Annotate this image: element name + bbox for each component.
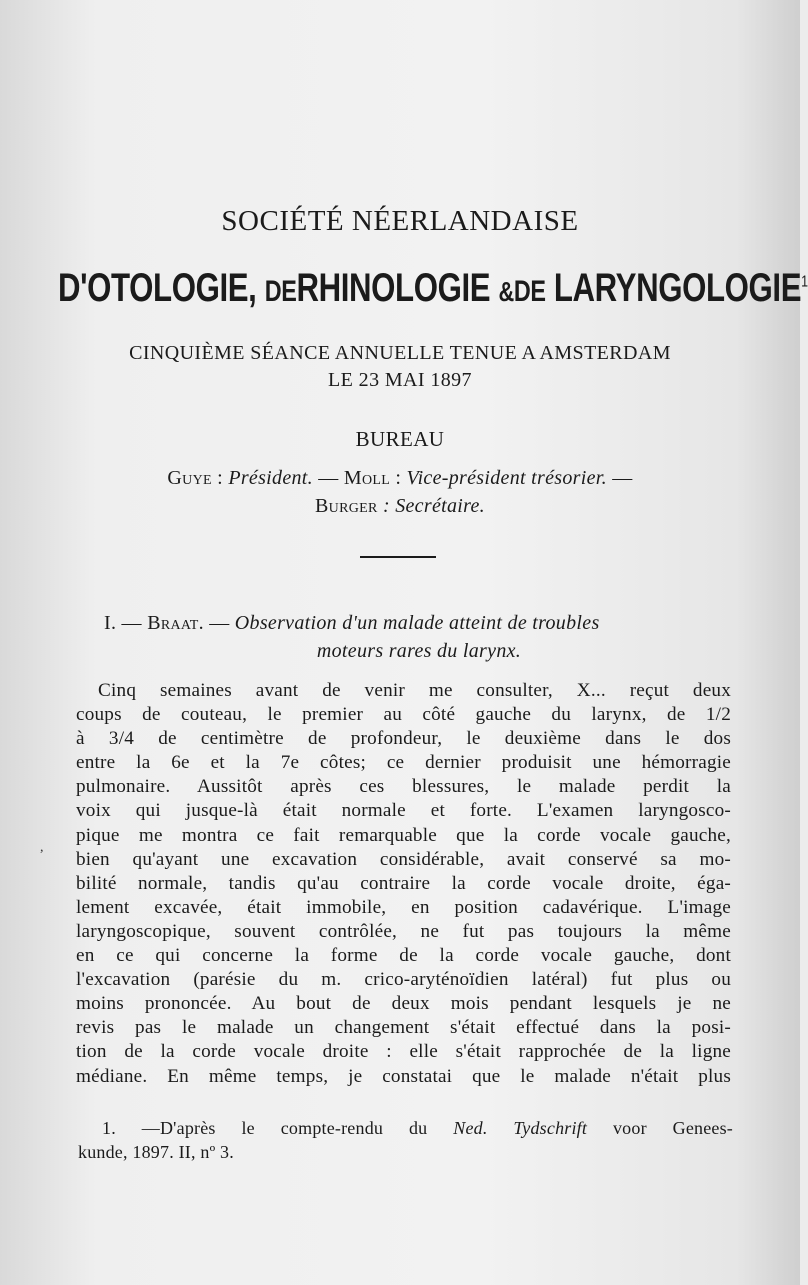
body-line: bien qu'ayant une excavation considérable, avait conservé sa mo- — [76, 848, 731, 870]
member-burger-role: Secrétaire. — [395, 495, 485, 517]
member-moll-name: Moll — [343, 467, 391, 489]
body-line: tion de la corde vocale droite : elle s'était rapprochée de la ligne — [76, 1041, 731, 1063]
footnote-journal-b: Tydschrift — [513, 1118, 588, 1138]
body-paragraph — [76, 679, 731, 1089]
body-line: entre la 6e et la 7e côtes; ce dernier produisit une hémorragie — [76, 752, 731, 774]
footnote-marker: 1. — — [102, 1118, 160, 1138]
body-line: moins prononcée. Au bout de deux mois pendant lesquels je ne — [76, 993, 731, 1015]
body-line: voix qui jusque-là était normale et forte. L'examen laryngosco- — [76, 800, 731, 822]
body-line: pique me montra ce fait remarquable que la corde vocale gauche, — [76, 824, 731, 846]
bureau-line-2: Burger : Secrétaire. — [315, 495, 485, 517]
body-line: Cinq semaines avant de venir me consulter, X... reçut deux — [98, 680, 731, 701]
body-line: à 3/4 de centimètre de profondeur, le deuxième dans le dos — [76, 728, 731, 750]
member-moll-role: Vice-président trésorier. — [406, 467, 607, 489]
society-title — [58, 266, 808, 311]
seance-info — [0, 340, 800, 394]
body-line: l'excavation (parésie du m. crico-aryténoïdien latéral) fut plus ou — [76, 969, 731, 991]
seance-line-1: CINQUIÈME SÉANCE ANNUELLE TENUE A AMSTERDAM — [129, 342, 671, 364]
footnote-line-1 — [78, 1116, 733, 1140]
member-guye-name: Guye — [167, 467, 212, 489]
title-part-laryngologie: LARYNGOLOGIE — [553, 266, 802, 310]
title-part-de-1: DE — [264, 275, 297, 308]
title-part-de-2: DE — [513, 275, 546, 308]
section-title-line-2: moteurs rares du larynx. — [316, 640, 522, 662]
section-heading: I. — Braat. — Observation d'un malade atteint de troubles moteurs rares du larynx. — [104, 609, 724, 665]
body-line: laryngoscopique, souvent contrôlée, ne fut pas toujours la même — [76, 920, 731, 942]
footnote — [78, 1116, 733, 1164]
section-number: I. — — [104, 612, 142, 634]
section-title-line-1: Observation d'un malade atteint de troubles — [234, 612, 600, 634]
member-burger-name: Burger — [315, 495, 378, 517]
bureau-heading: BUREAU — [355, 427, 445, 451]
body-line: bilité normale, tandis qu'au contraire la corde vocale droite, éga- — [76, 872, 731, 894]
section-author: Braat. — [147, 612, 204, 634]
body-line: en ce qui concerne la forme de la corde vocale gauche, dont — [76, 945, 731, 967]
section-divider — [360, 556, 436, 558]
footnote-journal-a: Ned. — [453, 1118, 488, 1138]
title-part-ampersand: & — [498, 276, 514, 307]
bureau-line-1: Guye : Président. — Moll : Vice-président trésorier. — — [167, 467, 633, 489]
body-line: pulmonaire. Aussitôt après ces blessures, le malade perdit la — [76, 776, 731, 798]
footnote-line-2: kunde, 1897. II, nº 3. — [78, 1142, 234, 1162]
body-line: revis pas le malade un changement s'était effectué dans la posi- — [76, 1017, 731, 1039]
seance-line-2: LE 23 MAI 1897 — [328, 369, 472, 391]
body-line: médiane. En même temps, je constatai que le malade n'était plus — [76, 1065, 731, 1087]
margin-pencil-mark: , — [40, 840, 44, 855]
title-footnote-ref: 1 — [801, 273, 808, 291]
bureau-members — [0, 464, 800, 520]
body-line: lement excavée, était immobile, en position cadavérique. L'image — [76, 896, 731, 918]
title-part-otologie: D'OTOLOGIE, — [58, 266, 257, 310]
member-guye-role: Président. — [228, 467, 313, 489]
society-heading: SOCIÉTÉ NÉERLANDAISE — [221, 205, 579, 237]
title-part-rhinologie: RHINOLOGIE — [296, 266, 491, 310]
footnote-text-b: voor Genees- — [612, 1118, 733, 1138]
body-line: coups de couteau, le premier au côté gauche du larynx, de 1/2 — [76, 704, 731, 726]
footnote-text-a: D'après le compte-rendu du — [159, 1118, 428, 1138]
